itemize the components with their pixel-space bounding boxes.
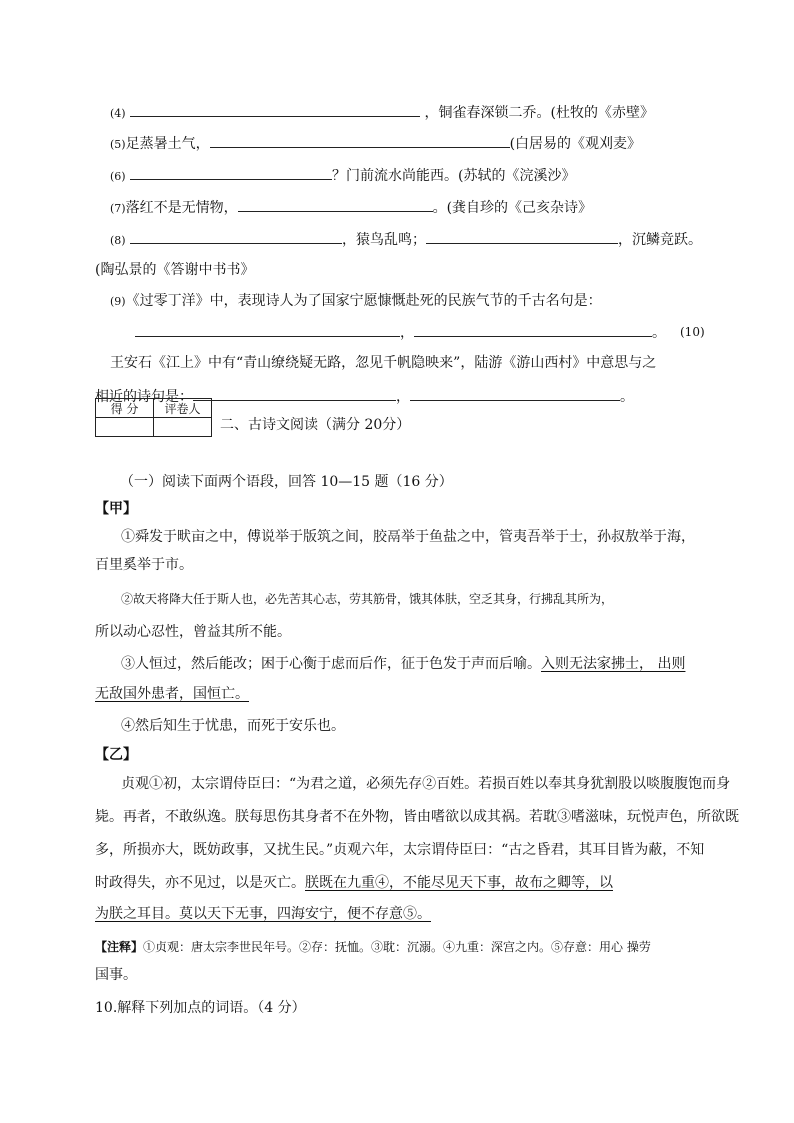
- grader-cell[interactable]: [154, 418, 212, 437]
- passage-yi-line: 毙。再者，不敢纵逸。朕每思伤其身者不在外物，皆由嗜欲以成其祸。若耽③嗜滋味，玩悦声色，所欲既: [95, 809, 739, 825]
- answer-blank[interactable]: [130, 102, 420, 117]
- passage-text: ③人恒过，然后能改；困于心衡于虑而后作，征于色发于声而后喻。: [121, 656, 541, 672]
- separator: 。: [620, 389, 634, 405]
- passage-label-jia: 【甲】: [95, 501, 137, 517]
- reading-intro: （一）阅读下面两个语段，回答 10—15 题（16 分）: [120, 474, 453, 490]
- question-9: [110, 292, 602, 311]
- question-9-answer: [135, 322, 666, 342]
- answer-blank[interactable]: [130, 229, 342, 244]
- passage-jia-line: ②故天将降大任于斯人也，必先苦其心志，劳其筋骨，饿其体肤，空乏其身，行拂乱其所为，: [121, 592, 614, 606]
- passage-jia-line: 百里奚举于市。: [95, 557, 193, 573]
- separator: ，: [396, 389, 410, 405]
- answer-blank[interactable]: [135, 322, 400, 337]
- question-8-source: (陶弘景的《答谢中书书》: [95, 262, 255, 278]
- underlined-text: 入则无法家拂士， 出则: [541, 656, 686, 672]
- question-number: (8): [110, 234, 126, 247]
- passage-jia-line: 所以动心忍性，曾益其所不能。: [95, 624, 291, 640]
- question-text: ，猿鸟乱鸣；: [342, 232, 427, 248]
- underlined-text: 无敌国外患者，国恒亡。: [95, 686, 249, 702]
- section-title: 二、古诗文阅读（满分 20分）: [220, 417, 411, 433]
- question-8: [110, 229, 702, 250]
- question-text: ，铜雀春深锁二乔。(杜牧的《赤壁》: [424, 105, 654, 121]
- answer-blank[interactable]: [426, 229, 618, 244]
- answer-blank[interactable]: [410, 386, 620, 401]
- separator: 。: [652, 325, 666, 341]
- annotation-label: 【注释】: [95, 940, 144, 954]
- score-cell[interactable]: [96, 418, 154, 437]
- passage-text: 时政得失，亦不见过，以是灭亡。: [95, 875, 305, 891]
- question-number: (10): [680, 325, 705, 339]
- question-text: 落红不是无情物，: [125, 200, 238, 216]
- question-number: (9): [110, 295, 126, 308]
- answer-blank[interactable]: [238, 197, 433, 212]
- annotation: [95, 938, 651, 956]
- passage-yi-line: 多，所损亦大，既妨政事，又扰生民。”贞观六年，太宗谓侍臣曰：“古之昏君，其耳目皆为蔽，不知: [95, 842, 705, 858]
- answer-blank[interactable]: [130, 165, 332, 180]
- question-number: (5): [110, 138, 126, 151]
- grader-header: 评卷人: [154, 399, 212, 418]
- question-number: (6): [110, 170, 126, 183]
- question-7: [110, 197, 592, 218]
- passage-jia-line: ①舜发于畎亩之中，傅说举于版筑之间，胶鬲举于鱼盐之中，管夷吾举于士，孙叔敖举于海，: [121, 529, 695, 545]
- question-text: 《过零丁洋》中，表现诗人为了国家宁愿慷慨赴死的民族气节的千古名句是：: [125, 293, 602, 309]
- score-table: [95, 398, 212, 437]
- underlined-text: 为朕之耳目。莫以天下无事，四海安宁，便不存意⑤。: [95, 906, 431, 922]
- question-text: 相近的诗句是：: [95, 389, 193, 405]
- question-10-text: 王安石《江上》中有“青山缭绕疑无路，忽见千帆隐映来”，陆游《游山西村》中意思与之: [110, 355, 657, 371]
- passage-label-yi: 【乙】: [95, 747, 137, 763]
- answer-blank[interactable]: [414, 322, 652, 337]
- question-text: ？门前流水尚能西。(苏轼的《浣溪沙》: [332, 168, 576, 184]
- answer-blank[interactable]: [193, 386, 396, 401]
- question-number: (4): [110, 107, 126, 120]
- question-4: [110, 102, 654, 123]
- passage-jia-line: ④然后知生于忧患，而死于安乐也。: [121, 718, 345, 734]
- score-header: 得 分: [96, 399, 154, 418]
- annotation-text: 国事。: [95, 967, 137, 983]
- question-10-heading: 10.解释下列加点的词语。（4 分）: [95, 1000, 306, 1016]
- underlined-text: 朕既在九重④，不能尽见天下事，故布之卿等，以: [305, 875, 613, 891]
- question-text: ，沉鳞竞跃。: [618, 232, 703, 248]
- passage-yi-line: [95, 874, 613, 892]
- separator: ，: [400, 325, 414, 341]
- question-source: 。(龚自珍的《己亥杂诗》: [432, 200, 593, 216]
- question-source: (白居易的《观刈麦》: [509, 136, 642, 152]
- annotation-text: ①贞观：唐太宗李世民年号。②存：抚恤。③耽：沉溺。④九重：深宫之内。⑤存意：用心 操劳: [143, 940, 651, 954]
- passage-jia-line: [121, 655, 685, 673]
- question-text: 足蒸暑土气，: [125, 136, 210, 152]
- question-number: (7): [110, 202, 126, 215]
- answer-blank[interactable]: [210, 133, 510, 148]
- question-5: [110, 133, 641, 154]
- question-6: [110, 165, 576, 186]
- passage-yi-line: 贞观①初，太宗谓侍臣曰：“为君之道，必须先存②百姓。若损百姓以奉其身犹割股以啖腹腹饱而身: [121, 776, 731, 792]
